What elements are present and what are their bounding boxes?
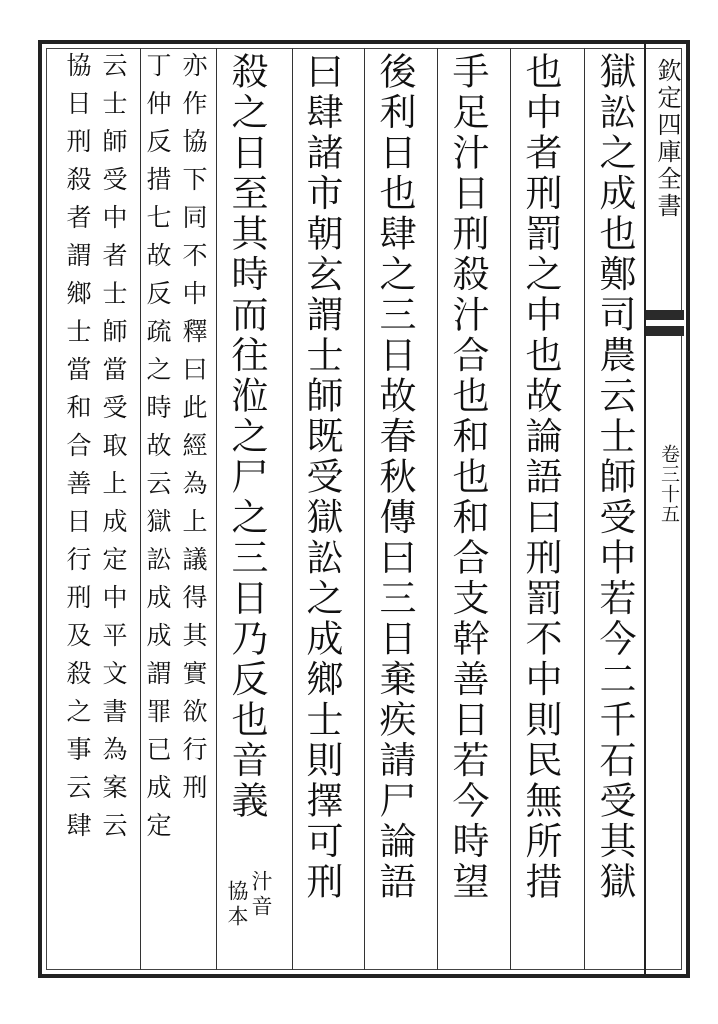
column-rule <box>437 48 438 970</box>
volume-label: 卷三十五 <box>658 444 680 524</box>
text-column-5: 曰肆諸市朝玄謂士師既受獄訟之成鄉士則擇可刑 <box>300 52 343 903</box>
column-rule <box>364 48 365 970</box>
column-rule <box>140 48 141 970</box>
commentary-column-3: 云士師受中者士師當受取上成定中平文書為案云 <box>99 52 128 850</box>
text-column-6 <box>226 52 266 952</box>
column-rule <box>510 48 511 970</box>
commentary-column-4: 協日刑殺者謂鄉士當和合善日行刑及殺之事云肆 <box>63 52 92 850</box>
inline-note-right: 汁音 <box>249 870 273 920</box>
text-column-6-main: 殺之日至其時而往涖之尸之三日乃反也音義 <box>225 52 268 822</box>
text-column-1: 獄訟之成也鄭司農云士師受中若今二千石受其獄 <box>593 52 636 903</box>
text-column-2: 也中者刑罰之中也故論語曰刑罰不中則民無所措 <box>519 52 562 903</box>
fishtail-mark-icon <box>646 310 684 336</box>
commentary-column-1: 亦作協下同不中釋曰此經為上議得其實欲行刑 <box>179 52 208 812</box>
text-column-4: 後利日也肆之三日故春秋傳曰三日棄疾請尸論語 <box>373 52 416 903</box>
inline-note-left: 協本 <box>225 880 249 930</box>
text-column-3: 手足汁日刑殺汁合也和也和合支幹善日若今時望 <box>446 52 489 903</box>
column-rule <box>584 48 585 970</box>
commentary-column-2: 丁仲反措七故反疏之時故云獄訟成成謂罪已成定 <box>143 52 172 850</box>
column-rule <box>292 48 293 970</box>
book-title: 欽定四庫全書 <box>653 58 681 220</box>
column-rule <box>216 48 217 970</box>
